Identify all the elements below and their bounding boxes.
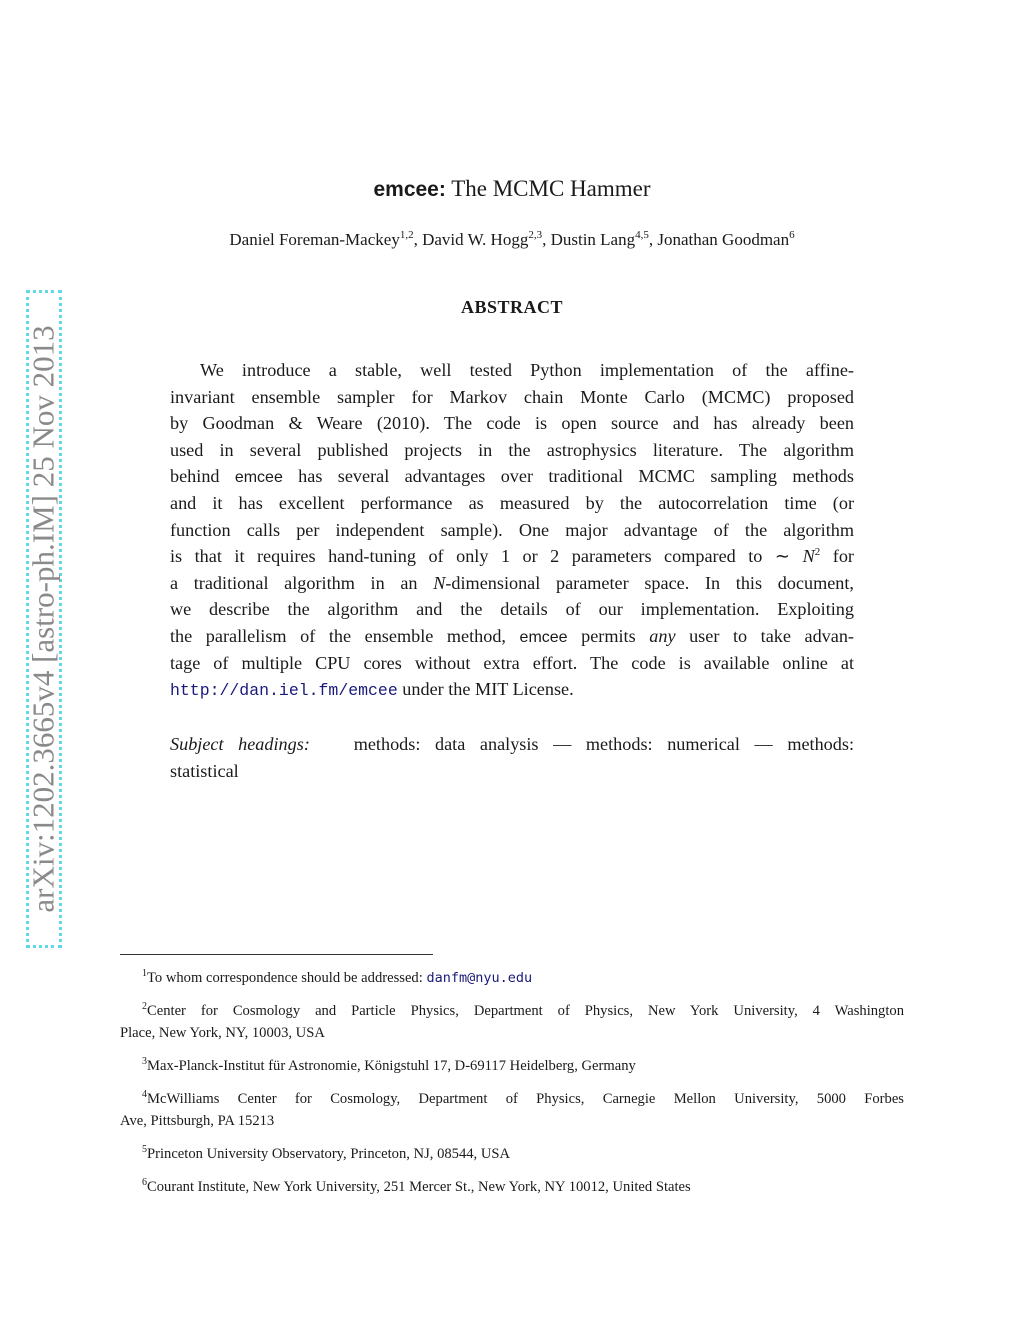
abstract-line: http://dan.iel.fm/emcee under the MIT License.	[170, 679, 574, 701]
author-name: David W. Hogg	[422, 230, 529, 249]
title-package-name: emcee:	[373, 178, 446, 201]
paper-title	[0, 176, 1024, 202]
title-text: The MCMC Hammer	[451, 176, 651, 201]
footnote-number: 1	[142, 968, 147, 979]
abstract-line: the parallelism of the ensemble method, emcee permits any user to take advan-	[170, 625, 854, 646]
author-name: Jonathan Goodman	[657, 230, 790, 249]
arxiv-stamp	[26, 290, 62, 948]
footnote-2: $^2$Center for Cosmology and Particle Physics, Department of Physics, New York University, 4 Washington Place, New York, NY, 10003, USA	[120, 1001, 904, 1041]
email-link[interactable]: danfm@nyu.edu	[426, 970, 533, 986]
abstract-line: we describe the algorithm and the details of our implementation. Exploiting	[170, 599, 854, 620]
package-name: emcee	[234, 469, 283, 487]
author-affiliation: 4,5	[635, 229, 649, 241]
author-list: Daniel Foreman-Mackey$^{1,2}$, David W. Hogg$^{2,3}$, Dustin Lang$^{4,5}$, Jonathan Goodman$^6$	[229, 229, 795, 249]
subject-headings	[170, 731, 854, 784]
abstract-line: function calls per independent sample). One major advantage of the algorithm	[170, 519, 854, 540]
footnote-6: $^6$Courant Institute, New York University, 251 Mercer St., New York, NY 10012, United States	[142, 1177, 691, 1195]
abstract-line: by Goodman & Weare (2010). The code is open source and has already been	[170, 413, 854, 434]
emphasis: any	[649, 625, 676, 646]
footnote-3: $^3$Max-Planck-Institut für Astronomie, Königstuhl 17, D-69117 Heidelberg, Germany	[142, 1056, 636, 1074]
footnotes	[120, 967, 904, 1209]
abstract-line: a traditional algorithm in an N-dimensional parameter space. In this document,	[170, 572, 854, 593]
footnote-number: 6	[142, 1177, 147, 1188]
author-affiliation: 2,3	[528, 229, 543, 241]
footnote-number: 5	[142, 1144, 147, 1155]
footnote-4: $^4$McWilliams Center for Cosmology, Department of Physics, Carnegie Mellon University, 5000 Forbes Ave, Pittsburgh, PA 15213	[120, 1089, 904, 1129]
subject-headings-label: Subject headings:	[170, 734, 310, 754]
abstract-heading: ABSTRACT	[460, 297, 564, 317]
abstract-line: and it has excellent performance as measured by the autocorrelation time (or	[170, 492, 854, 513]
abstract-line: behind emcee has several advantages over traditional MCMC sampling methods	[170, 466, 854, 487]
abstract-line: used in several published projects in the astrophysics literature. The algorithm	[170, 439, 854, 460]
author-name: Dustin Lang	[550, 230, 636, 249]
author-name: Daniel Foreman-Mackey	[229, 230, 400, 249]
footnote-number: 4	[142, 1089, 147, 1100]
package-name: emcee	[519, 628, 568, 646]
math-variable: N	[433, 572, 446, 593]
abstract-line: invariant ensemble sampler for Markov chain Monte Carlo (MCMC) proposed	[170, 386, 854, 407]
arxiv-identifier: arXiv:1202.3665v4 [astro-ph.IM] 25 Nov 2013	[26, 325, 62, 913]
math-exponent: 2	[814, 546, 821, 559]
footnote-rule	[120, 954, 433, 955]
author-affiliation: 1,2	[399, 229, 414, 241]
project-url-link[interactable]: http://dan.iel.fm/emcee	[170, 681, 398, 701]
footnote-1: $^1$To whom correspondence should be addressed: danfm@nyu.edu	[142, 968, 533, 986]
abstract-line: is that it requires hand-tuning of only 1 or 2 parameters compared to ∼ $N^2$ for	[170, 546, 854, 567]
subject-line: statistical	[170, 760, 239, 781]
footnote-number: 3	[142, 1056, 147, 1067]
footnote-number: 2	[142, 1001, 147, 1012]
subject-line: Subject headings: methods: data analysis — methods: numerical — methods:	[170, 734, 854, 754]
abstract-body	[170, 357, 854, 703]
author-affiliation: 6	[789, 229, 795, 241]
abstract-line: We introduce a stable, well tested Python implementation of the affine-	[200, 360, 854, 380]
abstract-line: tage of multiple CPU cores without extra effort. The code is available online at	[170, 652, 854, 673]
math-variable: N	[802, 546, 815, 567]
footnote-5: $^5$Princeton University Observatory, Princeton, NJ, 08544, USA	[142, 1144, 511, 1162]
